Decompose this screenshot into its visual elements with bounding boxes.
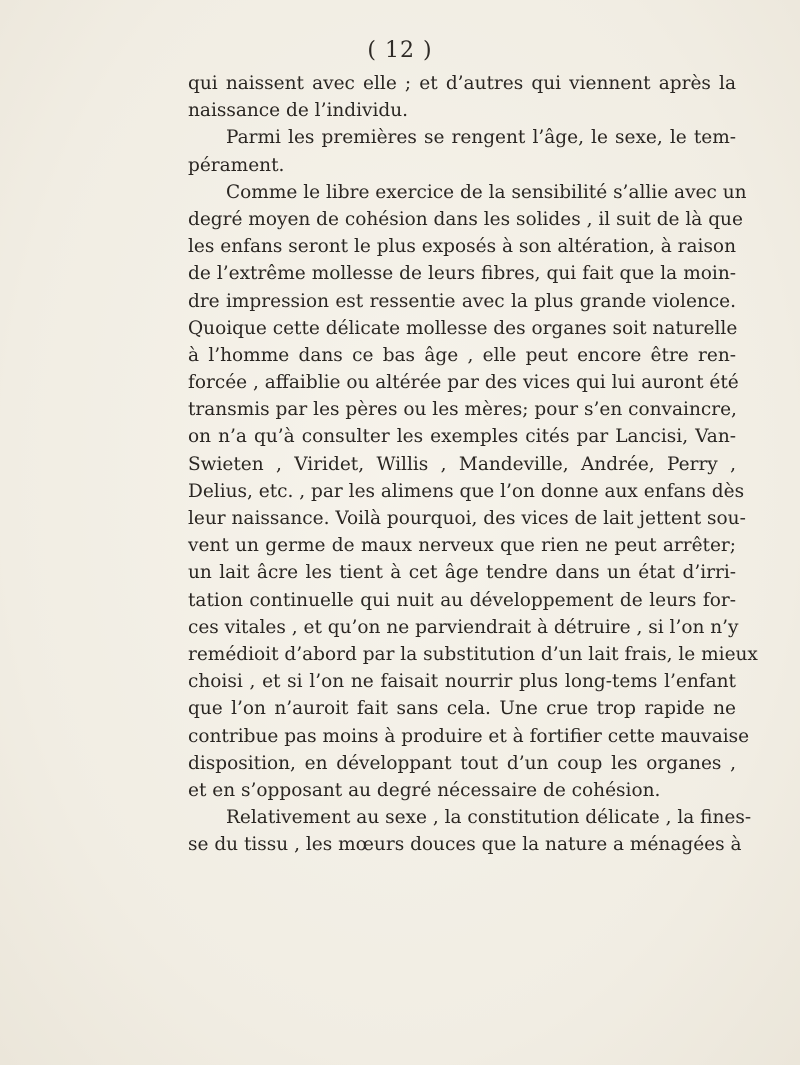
text-line: Delius, etc. , par les alimens que l’on donne aux enfans dès: [188, 480, 745, 502]
text-line: se du tissu , les mœurs douces que la nature a ménagées à: [188, 834, 742, 856]
text-line: ces vitales , et qu’on ne parviendrait à détruire , si l’on n’y: [188, 616, 739, 638]
text-line: à l’homme dans ce bas âge , elle peut encore être ren-: [188, 344, 736, 366]
page-number: ( 12 ): [367, 38, 433, 63]
text-line: contribue pas moins à produire et à fortifier cette mauvaise: [188, 725, 750, 747]
text-line: Relativement au sexe , la constitution délicate , la fines-: [226, 807, 752, 829]
text-line: Parmi les premières se rengent l’âge, le sexe, le tem-: [226, 127, 736, 149]
text-line: on n’a qu’à consulter les exemples cités par Lancisi, Van-: [188, 426, 736, 448]
body-text: [188, 70, 758, 858]
text-line: de l’extrême mollesse de leurs fibres, qui fait que la moin-: [188, 263, 736, 285]
text-line: dre impression est ressentie avec la plus grande violence.: [188, 290, 736, 312]
text-line: transmis par les pères ou les mères; pour s’en convaincre,: [188, 399, 737, 421]
text-line: Quoique cette délicate mollesse des organes soit naturelle: [188, 317, 738, 339]
text-line: tation continuelle qui nuit au développement de leurs for-: [188, 589, 736, 611]
text-line: leur naissance. Voilà pourquoi, des vices de lait jettent sou-: [188, 508, 746, 529]
text-line: Comme le libre exercice de la sensibilité s’allie avec un: [226, 181, 747, 203]
text-line: forcée , affaiblie ou altérée par des vices qui lui auront été: [188, 372, 739, 394]
text-line: qui naissent avec elle ; et d’autres qui viennent après la: [188, 73, 736, 94]
text-line: choisi , et si l’on ne faisait nourrir plus long-tems l’enfant: [188, 671, 736, 693]
text-line: pérament.: [188, 154, 285, 176]
text-line: degré moyen de cohésion dans les solides , il suit de là que: [188, 208, 743, 230]
text-line: et en s’opposant au degré nécessaire de cohésion.: [188, 779, 661, 801]
text-line: naissance de l’individu.: [188, 100, 409, 122]
text-line: vent un germe de maux nerveux que rien ne peut arrêter;: [188, 535, 736, 557]
text-line: que l’on n’auroit fait sans cela. Une crue trop rapide ne: [188, 698, 736, 720]
text-line: disposition, en développant tout d’un coup les organes ,: [188, 752, 736, 774]
text-line: un lait âcre les tient à cet âge tendre dans un état d’irri-: [188, 562, 736, 584]
text-line: remédioit d’abord par la substitution d’un lait frais, le mieux: [188, 643, 758, 665]
text-line: les enfans seront le plus exposés à son altération, à raison: [188, 236, 736, 258]
text-line: Swieten , Viridet, Willis , Mandeville, Andrée, Perry ,: [188, 453, 736, 475]
